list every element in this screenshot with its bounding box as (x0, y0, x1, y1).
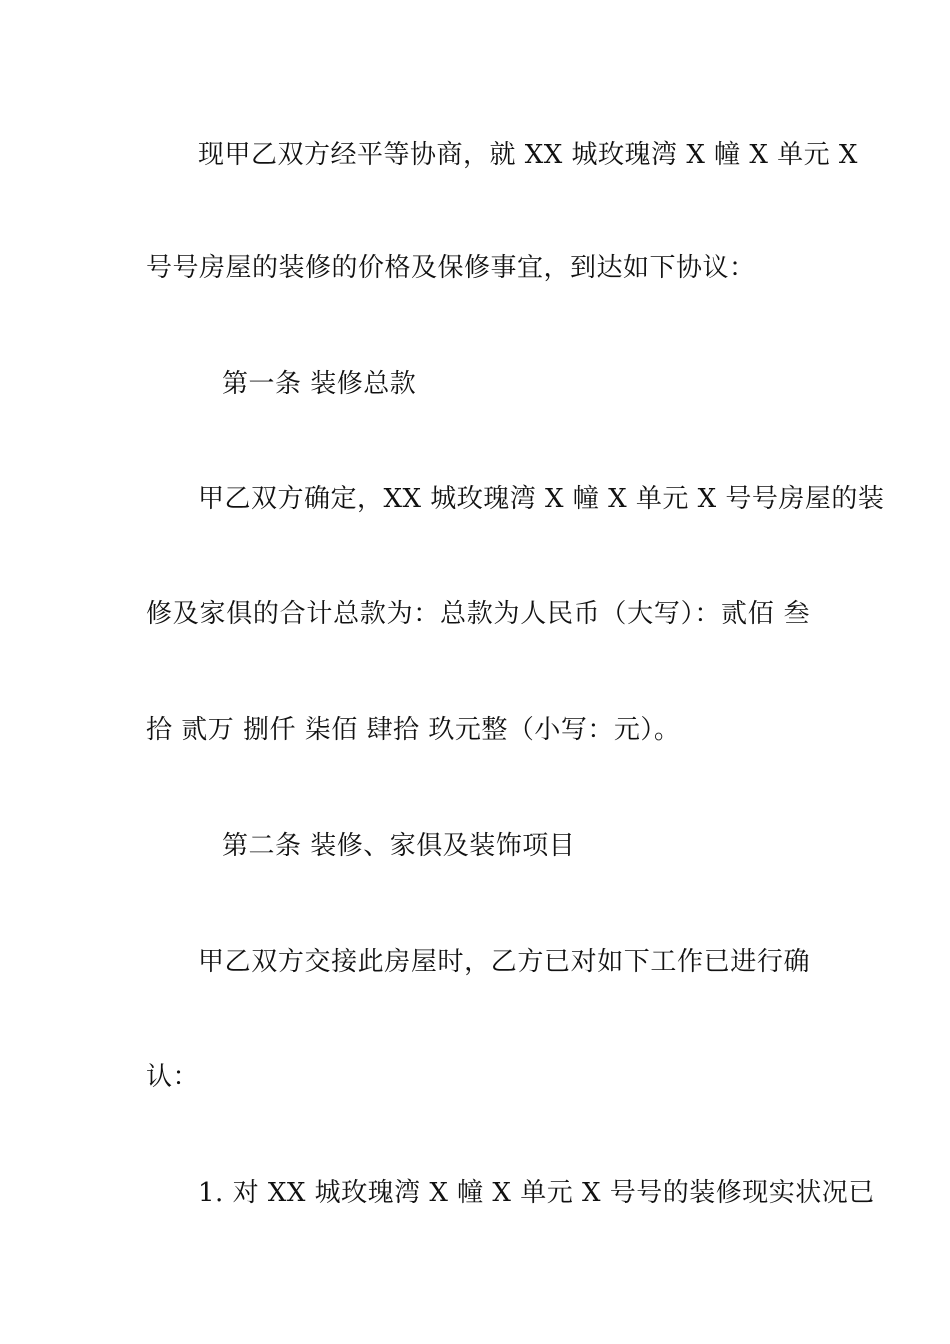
paragraph-line: 甲乙双方确定，XX 城玫瑰湾 X 幢 X 单元 X 号号房屋的装 (198, 484, 885, 514)
list-item-line: 1. 对 XX 城玫瑰湾 X 幢 X 单元 X 号号的装修现实状况已 (198, 1178, 875, 1208)
section-heading: 第一条 装修总款 (222, 369, 417, 399)
paragraph-line: 现甲乙双方经平等协商，就 XX 城玫瑰湾 X 幢 X 单元 X (198, 140, 858, 170)
paragraph-line: 号号房屋的装修的价格及保修事宜，到达如下协议： (146, 253, 756, 283)
paragraph-line: 认： (146, 1062, 200, 1092)
section-heading: 第二条 装修、家俱及装饰项目 (222, 831, 576, 861)
paragraph-line: 拾 贰万 捌仟 柒佰 肆拾 玖元整（小写：元）。 (146, 715, 681, 745)
paragraph-line: 甲乙双方交接此房屋时，乙方已对如下工作已进行确 (198, 947, 810, 977)
paragraph-line: 修及家俱的合计总款为：总款为人民币（大写）：贰佰 叁 (146, 599, 810, 629)
